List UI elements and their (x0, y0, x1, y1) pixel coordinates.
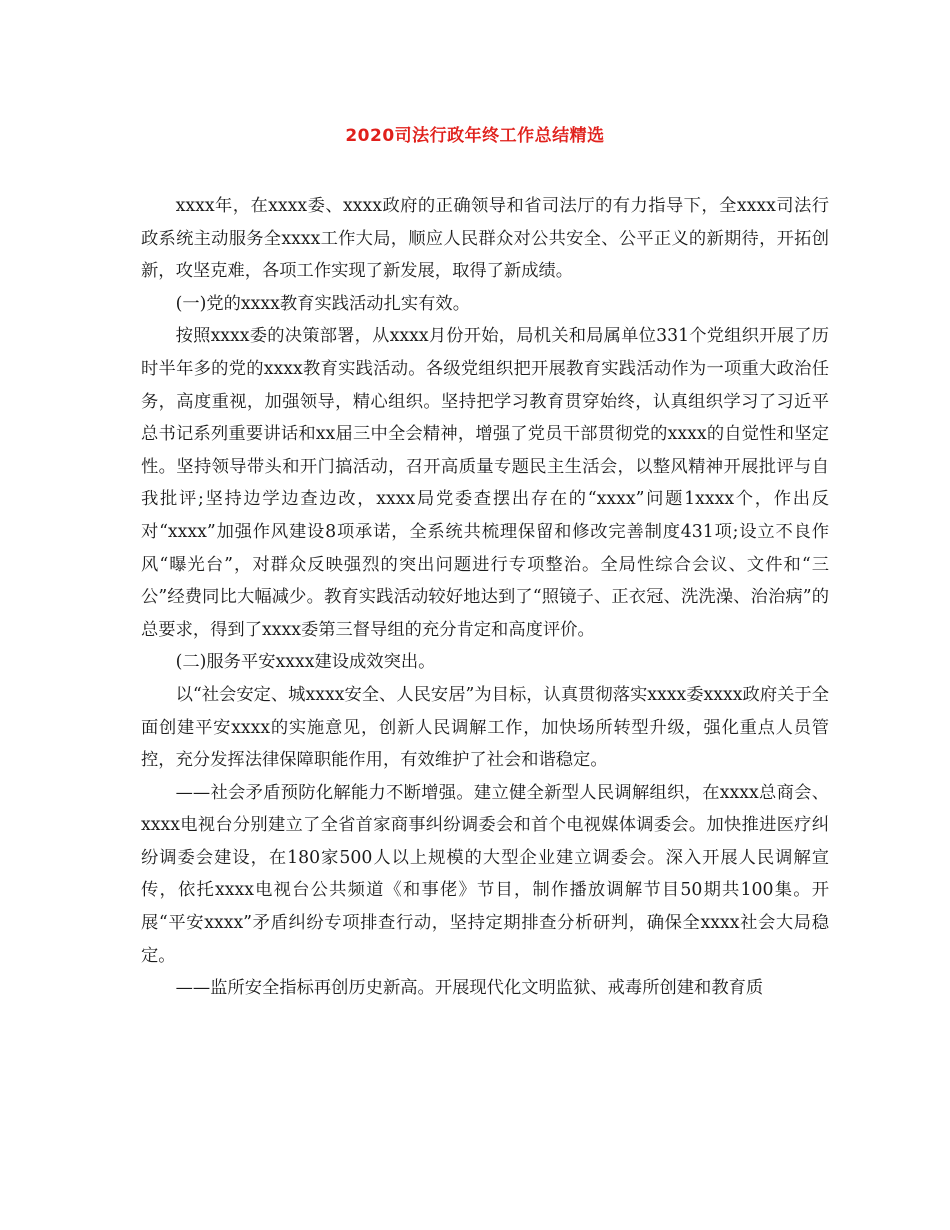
page-title: 2020司法行政年终工作总结精选 (345, 126, 605, 146)
paragraph: xxxx年，在xxxx委、xxxx政府的正确领导和省司法厅的有力指导下，全xxxx司法行政系统主动服务全xxxx工作大局，顺应人民群众对公共安全、公平正义的新期待，开拓创新，攻坚克难，各项工作实现了新发展，取得了新成绩。 (141, 196, 829, 282)
paragraph: 以“社会安定、城xxxx安全、人民安居”为目标，认真贯彻落实xxxx委xxxx政府关于全面创建平安xxxx的实施意见，创新人民调解工作，加快场所转型升级，强化重点人员管控，充分发挥法律保障职能作用，有效维护了社会和谐稳定。 (141, 684, 829, 771)
section-heading: (一)党的xxxx教育实践活动扎实有效。 (175, 293, 471, 314)
paragraph: 按照xxxx委的决策部署，从xxxx月份开始，局机关和局属单位331个党组织开展了历时半年多的党的xxxx教育实践活动。各级党组织把开展教育实践活动作为一项重大政治任务，高度重视，加强领导，精心组织。坚持把学习教育贯穿始终，认真组织学习了习近平总书记系列重要讲话和xx届三中全会精神，增强了党员干部贯彻党的xxxx的自觉性和坚定性。坚持领导带头和开门搞活动，召开高质量专题民主生活会，以整风精神开展批评与自我批评;坚持边学边查边改，xxxx局党委查摆出存在的“xxxx”问题1xxxx个，作出反对“xxxx”加强作风建设8项承诺，全系统共梳理保留和修改完善制度431项;设立不良作风“曝光台”，对群众反映强烈的突出问题进行专项整治。全局性综合会议、文件和“三公”经费同比大幅减少。教育实践活动较好地达到了“照镜子、正衣冠、洗洗澡、治治病”的总要求，得到了xxxx委第三督导组的充分肯定和高度评价。 (141, 326, 829, 640)
document-body (141, 190, 829, 1005)
paragraph: ——社会矛盾预防化解能力不断增强。建立健全新型人民调解组织，在xxxx总商会、xxxx电视台分别建立了全省首家商事纠纷调委会和首个电视媒体调委会。加快推进医疗纠纷调委会建设，在180家500人以上规模的大型企业建立调委会。深入开展人民调解宣传，依托xxxx电视台公共频道《和事佬》节目，制作播放调解节目50期共100集。开展“平安xxxx”矛盾纠纷专项排查行动，坚持定期排查分析研判，确保全xxxx社会大局稳定。 (141, 782, 829, 966)
paragraph: ——监所安全指标再创历史新高。开展现代化文明监狱、戒毒所创建和教育质 (175, 978, 764, 999)
section-heading: (二)服务平安xxxx建设成效突出。 (175, 652, 436, 673)
